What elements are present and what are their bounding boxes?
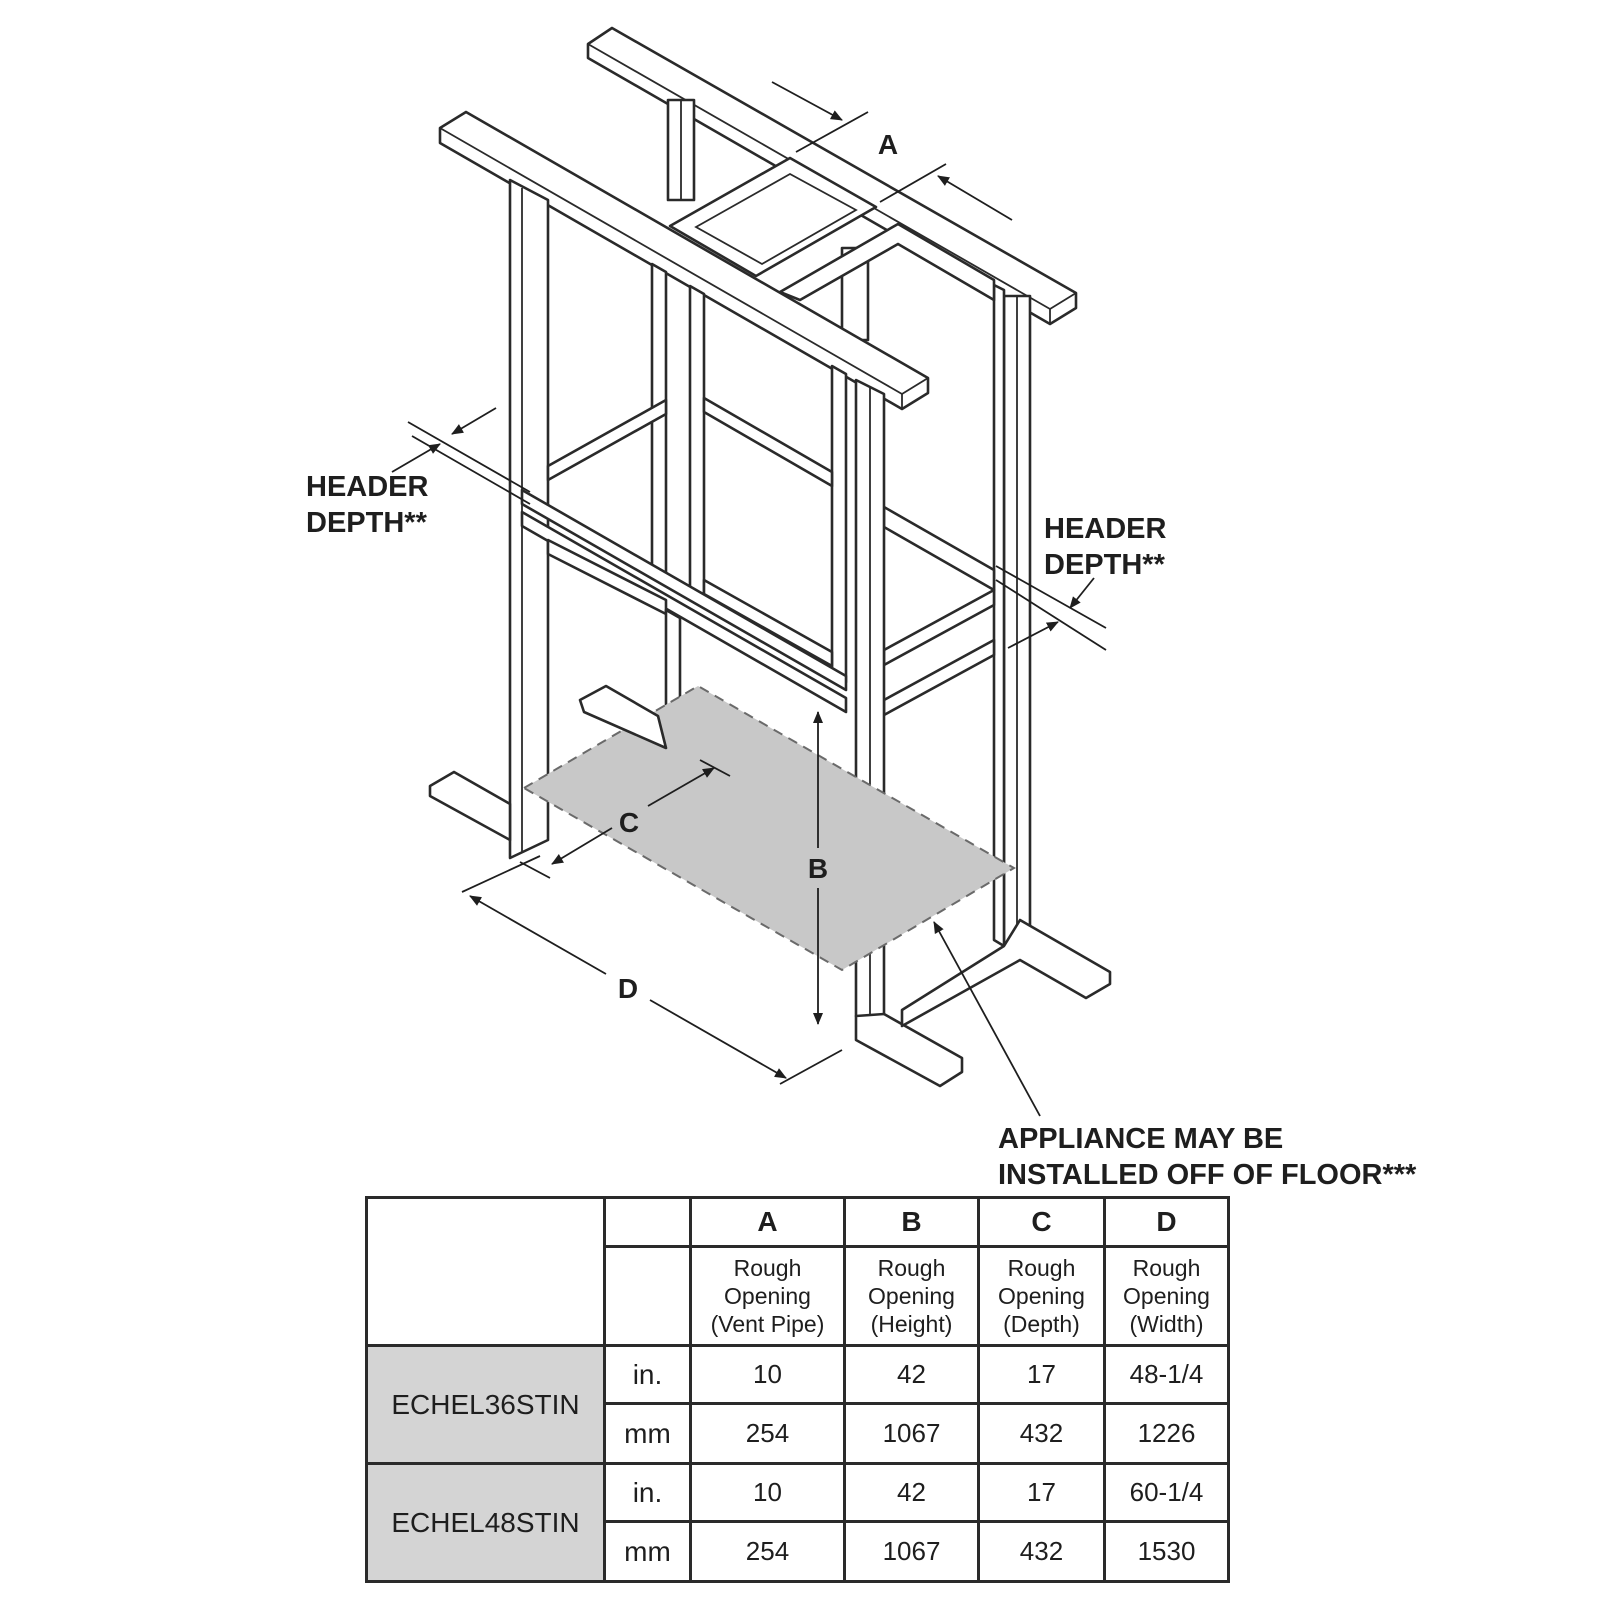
- value-cell: 42: [845, 1464, 979, 1522]
- appliance-note-line1: APPLIANCE MAY BE: [998, 1123, 1284, 1155]
- unit-desc-blank: [605, 1247, 691, 1346]
- model-name-cell: ECHEL36STIN: [367, 1346, 605, 1464]
- model-name-cell: ECHEL48STIN: [367, 1464, 605, 1582]
- table-corner-cell: [367, 1198, 605, 1346]
- value-cell: 1067: [845, 1404, 979, 1464]
- value-cell: 42: [845, 1346, 979, 1404]
- dimension-c-label: C: [618, 807, 640, 838]
- value-cell: 1067: [845, 1522, 979, 1582]
- column-header-b: B: [845, 1198, 979, 1247]
- rough-opening-table: [365, 1196, 1230, 1583]
- unit-cell: in.: [605, 1346, 691, 1404]
- appliance-floor-area: [524, 686, 1014, 970]
- column-desc-c: Rough Opening (Depth): [979, 1247, 1105, 1346]
- header-depth-left-dimension: [306, 408, 530, 539]
- table-row: [367, 1346, 1229, 1404]
- value-cell: 1530: [1105, 1522, 1229, 1582]
- value-cell: 10: [691, 1464, 845, 1522]
- table-row: [367, 1464, 1229, 1522]
- unit-cell: in.: [605, 1464, 691, 1522]
- front-header: [522, 490, 846, 712]
- dimension-a-label: A: [877, 129, 899, 160]
- value-cell: 17: [979, 1346, 1105, 1404]
- value-cell: 432: [979, 1522, 1105, 1582]
- column-desc-b: Rough Opening (Height): [845, 1247, 979, 1346]
- value-cell: 48-1/4: [1105, 1346, 1229, 1404]
- dimension-b-label: B: [807, 853, 829, 884]
- bottom-plate-right: [856, 920, 1110, 1086]
- appliance-note-line2: INSTALLED OFF OF FLOOR***: [998, 1159, 1417, 1191]
- column-desc-a: Rough Opening (Vent Pipe): [691, 1247, 845, 1346]
- dimension-d-label: D: [617, 973, 639, 1004]
- unit-cell: mm: [605, 1404, 691, 1464]
- value-cell: 10: [691, 1346, 845, 1404]
- column-header-d: D: [1105, 1198, 1229, 1247]
- header-depth-left-line1: HEADER: [306, 471, 429, 503]
- unit-header-blank: [605, 1198, 691, 1247]
- value-cell: 1226: [1105, 1404, 1229, 1464]
- column-header-a: A: [691, 1198, 845, 1247]
- unit-cell: mm: [605, 1522, 691, 1582]
- column-desc-d: Rough Opening (Width): [1105, 1247, 1229, 1346]
- header-depth-right-line2: DEPTH**: [1044, 549, 1165, 581]
- value-cell: 60-1/4: [1105, 1464, 1229, 1522]
- column-header-c: C: [979, 1198, 1105, 1247]
- value-cell: 432: [979, 1404, 1105, 1464]
- value-cell: 254: [691, 1522, 845, 1582]
- value-cell: 254: [691, 1404, 845, 1464]
- header-depth-left-line2: DEPTH**: [306, 507, 427, 539]
- value-cell: 17: [979, 1464, 1105, 1522]
- back-left-stud: [668, 100, 694, 200]
- back-right-stud: [1004, 296, 1030, 946]
- header-depth-right-line1: HEADER: [1044, 513, 1167, 545]
